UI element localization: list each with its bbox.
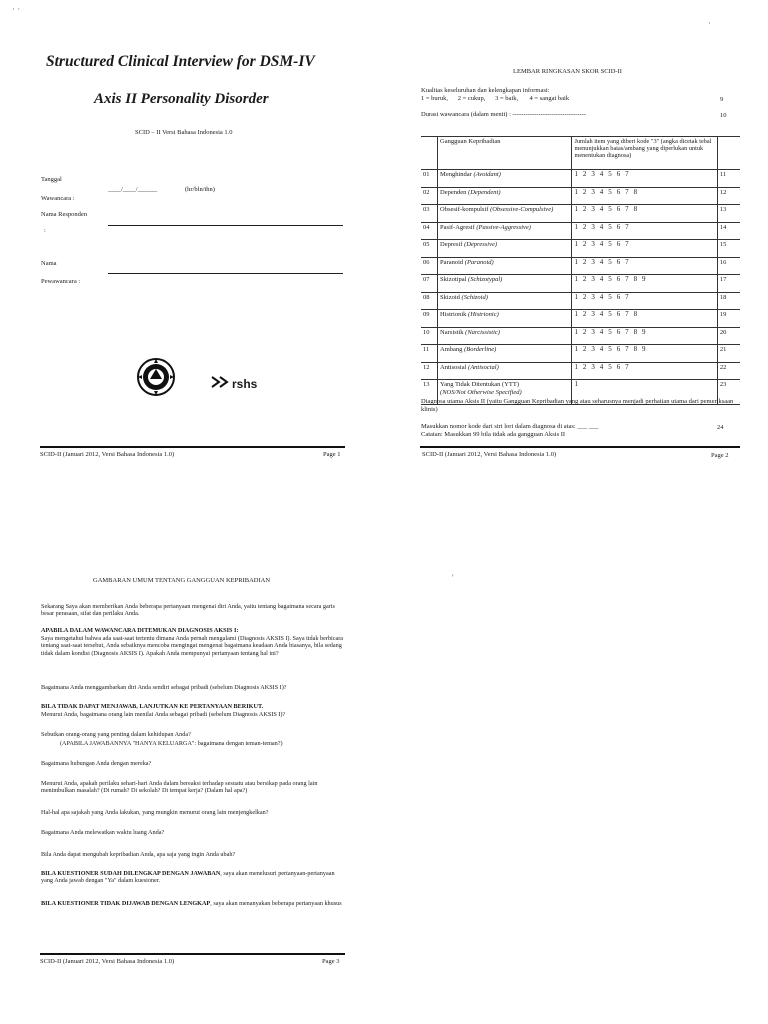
- scan-speck: · ·: [12, 4, 21, 14]
- table-row: [421, 205, 740, 223]
- diagnosis-note: Diagnosa utama Aksis II (yaitu Gangguan Kepribadian yang atau seharusnya menjadi perhatian utama dari pemeriksaan klinis): [421, 398, 734, 413]
- nama-responden-field[interactable]: [108, 225, 343, 226]
- score-scale: 1 2 3 4 5 6 7: [572, 170, 717, 188]
- instruction: [41, 870, 345, 885]
- disorder-name-cell: [438, 327, 572, 345]
- disorder-name: Skizoid: [440, 293, 460, 301]
- version-label: SCID – II Versi Bahasa Indonesia 1.0: [135, 129, 233, 136]
- table-row: [421, 257, 740, 275]
- row-number: 05: [421, 240, 438, 258]
- score-scale: 1 2 3 4 5 6 7: [572, 257, 717, 275]
- disorder-name: Obsesif-kompulsif: [440, 206, 489, 213]
- disorder-english-name: (Borderline): [464, 346, 497, 353]
- score-scale: 1 2 3 4 5 6 7 8 9: [572, 327, 717, 345]
- quality-code: 9: [720, 96, 724, 103]
- score-scale: 1: [572, 380, 717, 405]
- disorder-name: Pasif-Agresif: [440, 223, 475, 231]
- row-code: 11: [717, 170, 740, 188]
- quality-scale: 1 = buruk, 2 = cukup, 3 = baik, 4 = sangat baik: [421, 95, 570, 102]
- disorder-name: Narsistik: [440, 328, 464, 336]
- row-number: 11: [421, 345, 438, 363]
- paragraph: Saya mengetahui bahwa ada saat-saat tertentu dimana Anda pernah mengalami (Diagnosis AKSIS I). Saya tidak berbicara tentang saat-saat tersebut, Anda sebaiknya mencoba mengingat mengenai bagaimana keadaan Anda biasanya, bila sedang tidak dalam kondisi (Diagnosis AKSIS I). Apakah Anda mempunyai pertanyaan tentang hal ini?: [41, 635, 344, 657]
- instruction-text: , saya akan menanyakan beberapa pertanyaan khusus: [210, 900, 342, 907]
- date-format-label: (hr/bln/thn): [185, 186, 215, 193]
- disorder-name-cell: [438, 292, 572, 310]
- code-entry[interactable]: Masukkan nomor kode dari siri lori dalam diagnosa di atas: ___ ___: [421, 423, 599, 430]
- score-scale: 1 2 3 4 5 6 7 8 9: [572, 275, 717, 293]
- row-number: 02: [421, 187, 438, 205]
- disorder-name: Dependen: [440, 188, 467, 196]
- disorder-english-name: (Passive-Aggressive): [476, 223, 531, 231]
- disorder-english-name: (Schizoid): [461, 293, 488, 301]
- instruction-heading: APABILA DALAM WAWANCARA DITEMUKAN DIAGNOSIS AKSIS I:: [41, 627, 239, 634]
- question: Bagaimana hubungan Anda dengan mereka?: [41, 760, 152, 767]
- table-row: [421, 275, 740, 293]
- disorder-name-cell: [438, 257, 572, 275]
- nama-label: Nama: [41, 260, 57, 267]
- table-header-cell: [421, 137, 438, 170]
- disorder-name: Depresif: [440, 241, 463, 248]
- question: Bila Anda dapat mengubah kepribadian Anda, apa saja yang ingin Anda ubah?: [41, 851, 236, 858]
- footer-rule: [420, 446, 740, 448]
- score-scale: 1 2 3 4 5 6 7: [572, 222, 717, 240]
- disorder-name: Paranoid: [440, 258, 464, 266]
- disorder-name-cell: [438, 362, 572, 380]
- question: Bagaimana Anda menggambarkan diri Anda sendiri sebagai pribadi (sebelum Diagnosis AKSIS I)?: [41, 684, 287, 691]
- disorder-name: Menghindar: [440, 171, 472, 178]
- disorder-english-name: (Paranoid): [464, 258, 494, 266]
- footer-left: SCID-II (Januari 2012, Versi Bahasa Indonesia 1.0): [40, 958, 175, 965]
- page-number: Page 3: [322, 958, 340, 965]
- scan-speck: ·: [708, 18, 711, 28]
- question: Bagaimana Anda melewatkan waktu luang Anda?: [41, 829, 165, 836]
- disorder-name: Skizotipal: [440, 276, 467, 283]
- quality-label: Kualitas keseluruhan dan kelengkapan informasi:: [421, 87, 550, 94]
- code-entry-number: 24: [717, 424, 724, 431]
- disorder-english-name: (Dependent): [468, 188, 501, 196]
- row-number: 04: [421, 222, 438, 240]
- summary-heading: LEMBAR RINGKASAN SKOR SCID-II: [513, 68, 622, 75]
- row-number: 08: [421, 292, 438, 310]
- row-number: 01: [421, 170, 438, 188]
- score-scale: 1 2 3 4 5 6 7 8: [572, 310, 717, 328]
- question: Menurut Anda, bagaimana orang lain menilai Anda sebagai pribadi (sebelum Diagnosis AKSIS I)?: [41, 711, 286, 718]
- disorder-english-name: (Antisocial): [468, 363, 499, 371]
- disorder-name-cell: [438, 240, 572, 258]
- row-number: 07: [421, 275, 438, 293]
- disorder-english-name: (Obsessive-Compulsive): [490, 206, 554, 213]
- table-header-right: Jumlah item yang diberi kode "3" (angka dicetak tebal menunjukkan batas/ambang yang diperlukan untuk menentukan diagnosa): [572, 137, 717, 170]
- disorder-name: Yang Tidak Ditentukan (YTT): [440, 381, 520, 388]
- instruction-heading: BILA TIDAK DAPAT MENJAWAB, LANJUTKAN KE PERTANYAAN BERIKUT.: [41, 703, 264, 710]
- disorder-name-cell: [438, 205, 572, 223]
- table-row: [421, 187, 740, 205]
- score-scale: 1 2 3 4 5 6 7: [572, 292, 717, 310]
- instruction: [41, 900, 345, 907]
- tanggal-label: Tanggal: [41, 176, 62, 183]
- page-title: Structured Clinical Interview for DSM-IV: [46, 53, 315, 70]
- disorder-name-cell: [438, 345, 572, 363]
- question-followup: (APABILA JAWABANNYA "HANYA KELUARGA": bagaimana dengan teman-teman?): [60, 740, 283, 747]
- disorder-english-name: (Narcissistic): [465, 328, 500, 336]
- footer-left: SCID-II (Januari 2012, Versi Bahasa Indonesia 1.0): [422, 451, 557, 458]
- page3-heading: GAMBARAN UMUM TENTANG GANGGUAN KEPRIBADIAN: [93, 577, 271, 584]
- paragraph: Sekarang Saya akan memberikan Anda beberapa pertanyaan mengenai diri Anda, yaitu tentang bagaimana secara garis besar perasaan, sifat dan perilaku Anda.: [41, 603, 335, 618]
- disorder-name: Ambang: [440, 346, 463, 353]
- instruction-emphasis: BILA KUESTIONER TIDAK DIJAWAB DENGAN LENGKAP: [41, 900, 211, 907]
- row-number: 09: [421, 310, 438, 328]
- score-scale: 1 2 3 4 5 6 7 8: [572, 187, 717, 205]
- page-number: Page 1: [323, 451, 341, 458]
- rshs-logo-text: rshs: [232, 377, 258, 391]
- disorder-english-name: (Histrionic): [468, 311, 499, 318]
- wawancara-label: Wawancara :: [41, 195, 75, 202]
- page-number: Page 2: [711, 452, 729, 459]
- table-header-cell: [717, 137, 740, 170]
- disorder-name-cell: [438, 170, 572, 188]
- table-row: [421, 292, 740, 310]
- disorder-english-name: (Avoidant): [473, 171, 501, 178]
- table-row: [421, 362, 740, 380]
- scan-speck: ': [452, 573, 454, 583]
- code-note: Catatan: Masukkan 99 bila tidak ada gangguan Aksis II: [421, 431, 566, 438]
- instruction-text: , saya akan menelusuri pertanyaan-pertanyaan yang Anda jawab dengan "Ya" dalam kuesioner.: [41, 870, 335, 885]
- table-row: [421, 310, 740, 328]
- row-code: 22: [717, 362, 740, 380]
- row-number: 13: [421, 380, 438, 405]
- row-code: 21: [717, 345, 740, 363]
- row-number: 03: [421, 205, 438, 223]
- row-code: 15: [717, 240, 740, 258]
- table-row: [421, 170, 740, 188]
- row-number: 06: [421, 257, 438, 275]
- instruction-emphasis: BILA KUESTIONER SUDAH DILENGKAP DENGAN JAWABAN: [41, 870, 221, 877]
- footer-rule: [40, 953, 345, 955]
- table-header-row: [421, 137, 740, 170]
- page-subtitle: Axis II Personality Disorder: [94, 91, 269, 107]
- question: Menurut Anda, apakah perilaku sehari-hari Anda dalam bereaksi terhadap sesuatu atau bersikap pada orang lain menimbulkan masalah? (Di rumah? Di sekolah? Di tempat kerja? (Dalam hal apa?): [41, 780, 318, 795]
- disorder-name: Histrionik: [440, 311, 467, 318]
- row-code: 20: [717, 327, 740, 345]
- university-seal-icon: [136, 357, 176, 397]
- disorder-english-name: (Depressive): [464, 241, 498, 248]
- score-scale: 1 2 3 4 5 6 7 8: [572, 205, 717, 223]
- table-row: [421, 240, 740, 258]
- score-scale: 1 2 3 4 5 6 7: [572, 362, 717, 380]
- nama-responden-label: Nama Responden: [41, 211, 88, 218]
- row-code: 13: [717, 205, 740, 223]
- colon-label: :: [44, 227, 46, 234]
- table-row: [421, 345, 740, 363]
- duration-code: 10: [720, 112, 727, 119]
- row-code: 16: [717, 257, 740, 275]
- disorder-english-name: (NOS/Not Otherwise Specified): [440, 388, 522, 396]
- row-code: 19: [717, 310, 740, 328]
- duration-label: Durasi wawancara (dalam menit) : ----------------------------------: [421, 111, 587, 118]
- date-field[interactable]: ____/____/______: [108, 186, 158, 193]
- row-code: 12: [717, 187, 740, 205]
- disorder-name-cell: [438, 222, 572, 240]
- disorder-english-name: (Schizotypal): [468, 276, 503, 283]
- score-table: [421, 136, 740, 405]
- disorder-name-cell: [438, 310, 572, 328]
- pewawancara-field[interactable]: [108, 273, 343, 274]
- row-code: 17: [717, 275, 740, 293]
- score-scale: 1 2 3 4 5 6 7 8 9: [572, 345, 717, 363]
- row-code: 18: [717, 292, 740, 310]
- question: Sebutkan orang-orang yang penting dalam kehidupan Anda?: [41, 731, 191, 738]
- footer-rule: [40, 446, 345, 448]
- row-code: 14: [717, 222, 740, 240]
- question: Hal-hal apa sajakah yang Anda lakukan, yang mungkin menurut orang lain menjengkelkan?: [41, 809, 269, 816]
- disorder-name-cell: [438, 187, 572, 205]
- table-row: [421, 222, 740, 240]
- table-header-left: Gangguan Kepribadian: [438, 137, 572, 170]
- footer-left: SCID-II (Januari 2012, Versi Bahasa Indonesia 1.0): [40, 451, 175, 458]
- rshs-logo-icon: [210, 375, 230, 389]
- disorder-name-cell: [438, 275, 572, 293]
- row-number: 12: [421, 362, 438, 380]
- disorder-name: Antisosial: [440, 363, 467, 371]
- row-code: 23: [717, 380, 740, 405]
- score-scale: 1 2 3 4 5 6 7: [572, 240, 717, 258]
- table-row: [421, 327, 740, 345]
- row-number: 10: [421, 327, 438, 345]
- pewawancara-label: Pewawancara :: [41, 278, 81, 285]
